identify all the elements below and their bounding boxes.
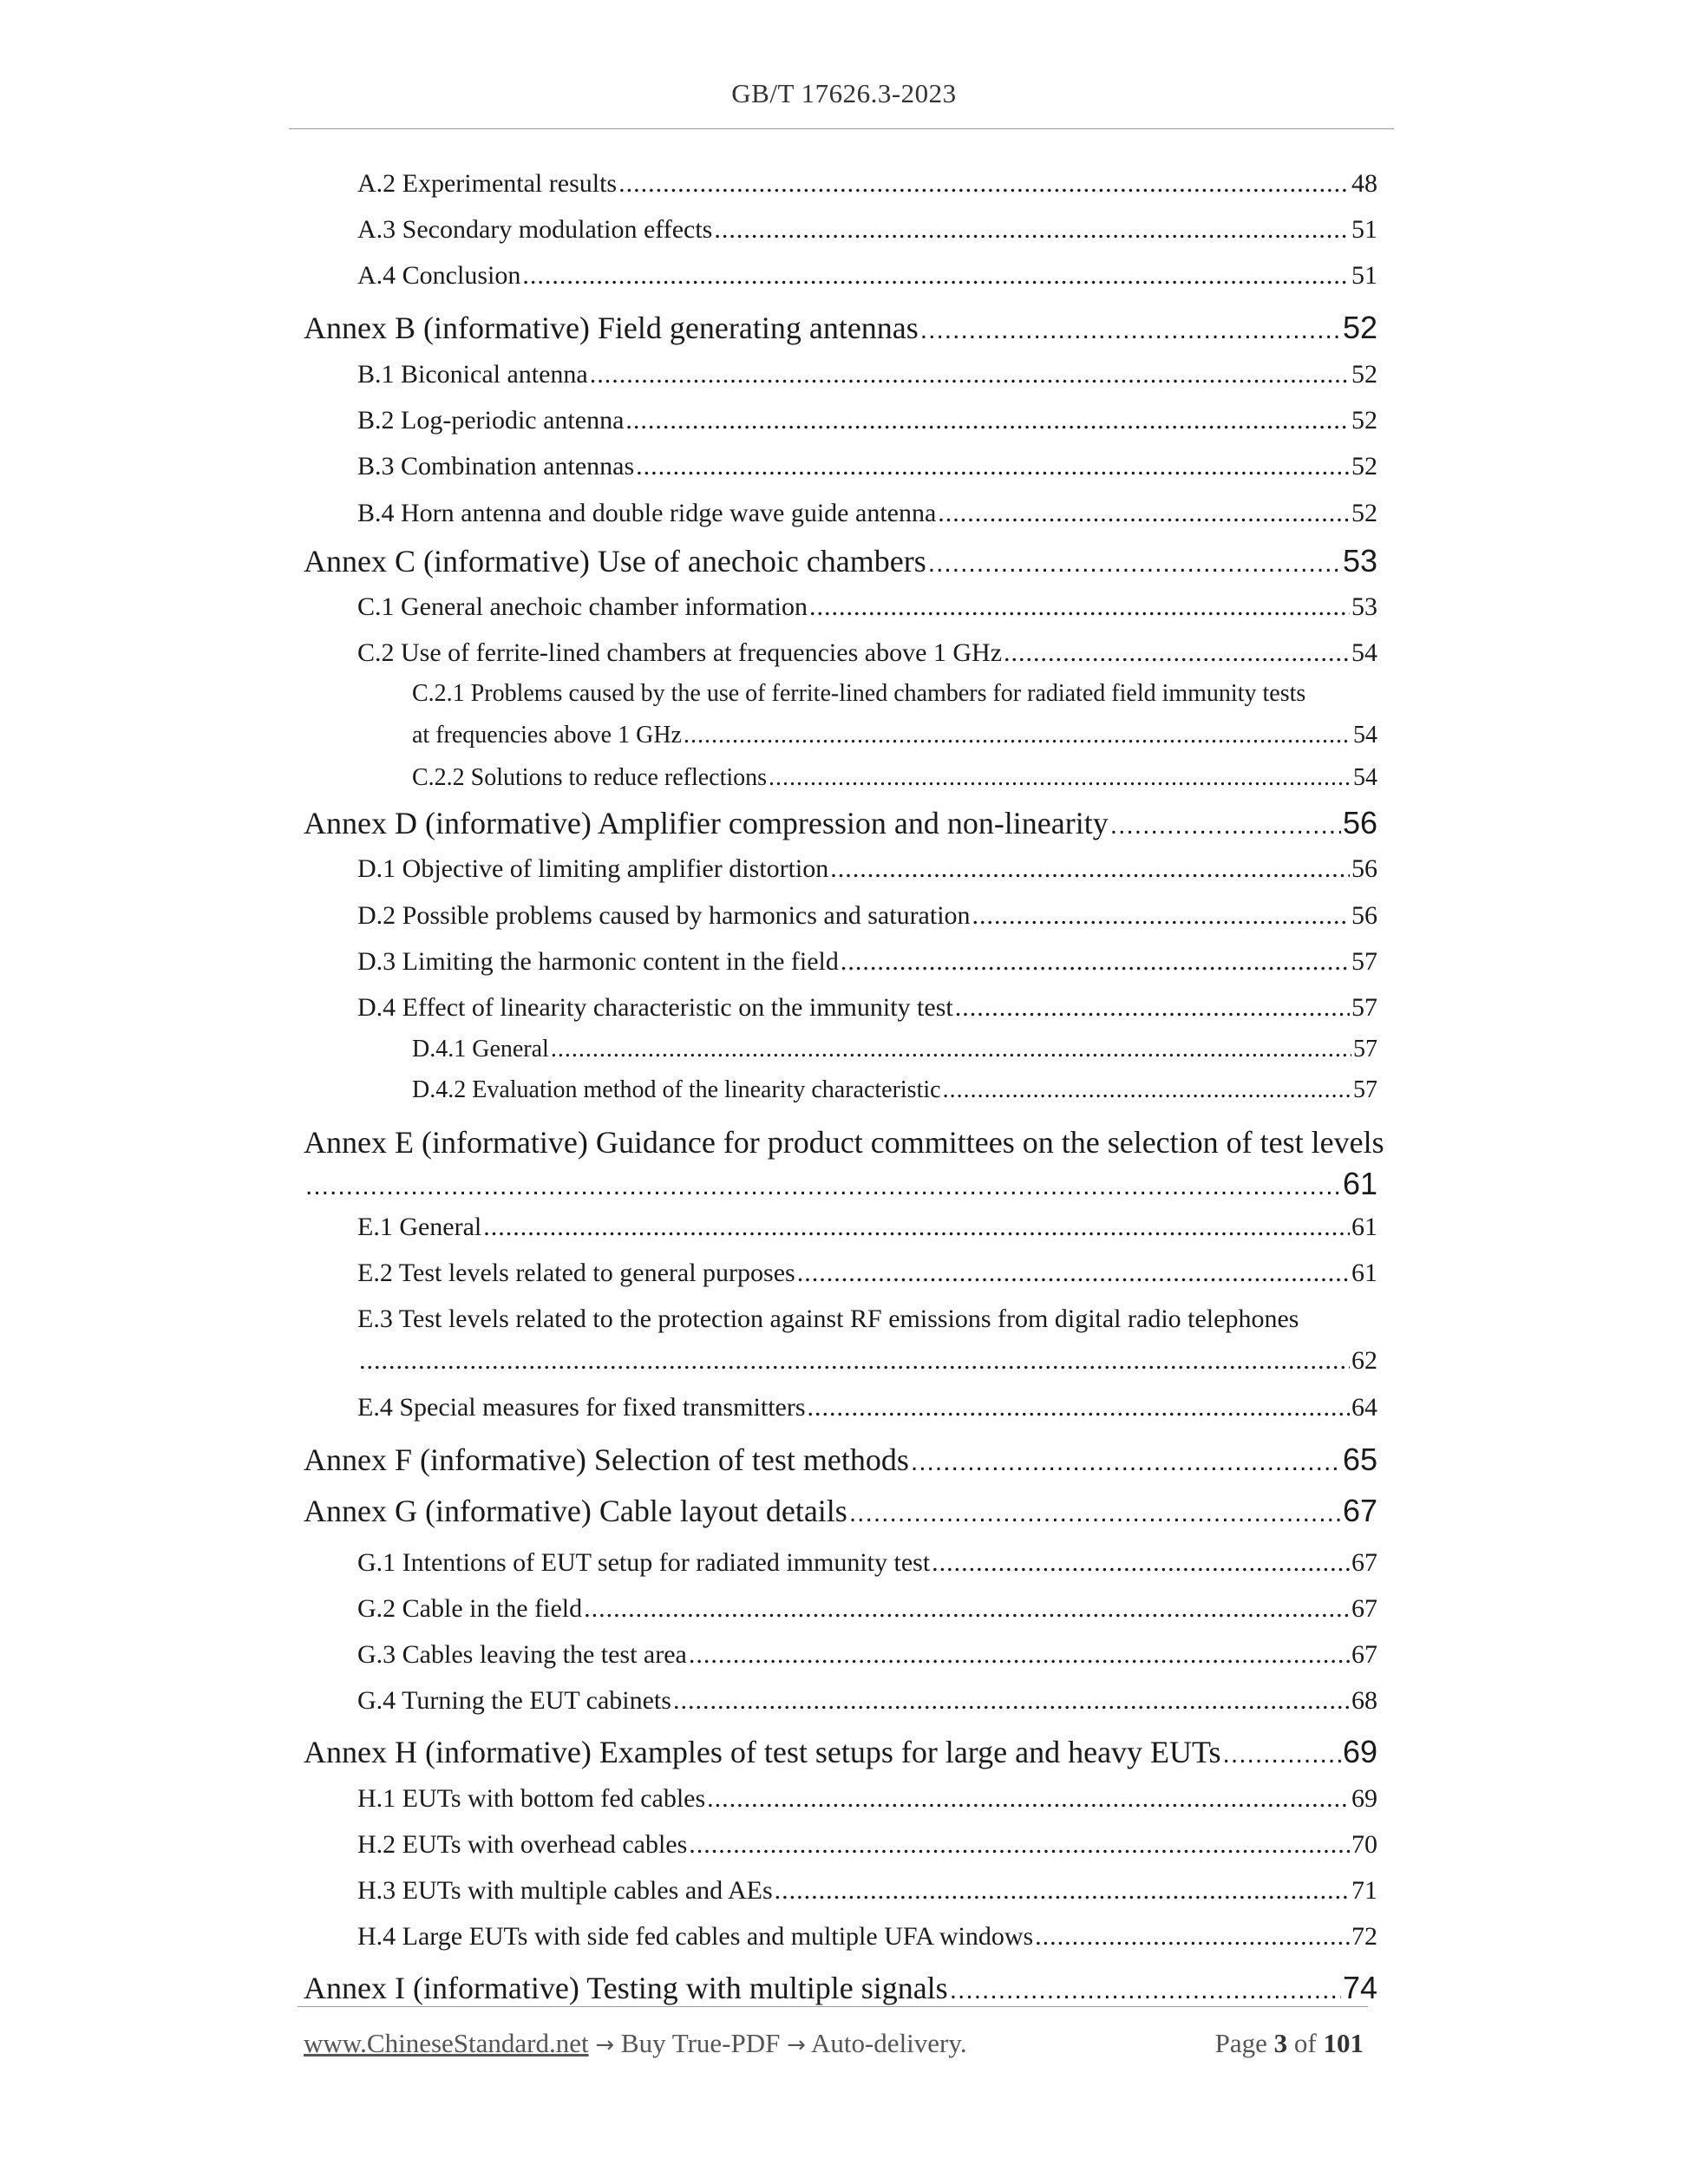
toc-page-number: 48 — [1351, 169, 1377, 198]
dot-leader — [483, 1208, 1350, 1246]
footer-left — [304, 2028, 967, 2059]
toc-page-number: 61 — [1351, 1213, 1377, 1241]
toc-entry-e-4-special-measures-for-fixed-transmitters[interactable] — [357, 1389, 1377, 1427]
toc-entry-label: D.4 Effect of linearity characteristic on the immunity test — [357, 993, 953, 1022]
dot-leader — [849, 1494, 1341, 1533]
dot-leader — [618, 165, 1350, 203]
toc-entry-d-2-possible-problems-caused-by-harmonics-and-satu[interactable] — [357, 897, 1377, 935]
toc-page-number: 54 — [1353, 722, 1377, 749]
toc-page-number: 71 — [1351, 1876, 1377, 1905]
dot-leader — [1223, 1736, 1341, 1774]
toc-entry-label: D.4.2 Evaluation method of the linearity characteristic — [412, 1076, 941, 1103]
toc-entry-label: H.3 EUTs with multiple cables and AEs — [357, 1876, 773, 1905]
dot-leader — [920, 311, 1341, 350]
toc-entry-annex-i-informative-testing-with-multiple-signals[interactable] — [304, 1969, 1377, 2007]
toc-entry-label: Annex D (informative) Amplifier compression and non-linearity — [304, 806, 1109, 840]
toc-entry-label: D.2 Possible problems caused by harmonics and saturation — [357, 901, 971, 930]
dot-leader — [1004, 634, 1350, 672]
toc-page-number: 67 — [1351, 1640, 1377, 1669]
toc-page-number: 56 — [1351, 854, 1377, 883]
of-word: of — [1293, 2028, 1317, 2058]
toc-entry-b-4-horn-antenna-and-double-ridge-wave-guide-anten[interactable] — [357, 494, 1377, 533]
dot-leader — [830, 850, 1350, 888]
toc-page-number: 67 — [1351, 1594, 1377, 1623]
dot-leader — [689, 1636, 1350, 1674]
toc-entry-label: D.4.1 General — [412, 1036, 549, 1063]
dot-leader — [707, 1780, 1350, 1818]
toc-page-number: 61 — [1342, 1166, 1377, 1201]
toc-entry-label: B.2 Log-periodic antenna — [357, 406, 625, 435]
dot-leader — [1110, 807, 1341, 845]
site-link[interactable]: www.ChineseStandard.net — [304, 2028, 589, 2058]
toc-entry-annex-c-informative-use-of-anechoic-chambers[interactable] — [304, 542, 1377, 580]
dot-leader — [590, 356, 1350, 394]
toc-entry-label: E.2 Test levels related to general purposes — [357, 1259, 795, 1287]
buy-pdf-link[interactable]: Buy True-PDF — [620, 2028, 781, 2058]
page-footer — [304, 2028, 1364, 2063]
toc-page-number: 68 — [1351, 1686, 1377, 1715]
toc-entry-label: G.1 Intentions of EUT setup for radiated immunity test — [357, 1548, 931, 1577]
toc-page-number: 64 — [1351, 1393, 1377, 1422]
toc-entry-g-4-turning-the-eut-cabinets[interactable] — [357, 1682, 1377, 1720]
toc-page-number: 56 — [1351, 901, 1377, 930]
toc-entry-label: A.3 Secondary modulation effects — [357, 215, 713, 244]
toc-entry-label: C.2.2 Solutions to reduce reflections — [412, 764, 768, 791]
dot-leader — [972, 897, 1350, 935]
toc-entry-e-2-test-levels-related-to-general-purposes[interactable] — [357, 1254, 1377, 1292]
toc-page-number: 57 — [1351, 993, 1377, 1022]
toc-entry-g-3-cables-leaving-the-test-area[interactable] — [357, 1636, 1377, 1674]
footer-rule — [298, 2006, 1368, 2007]
toc-entry-label: A.4 Conclusion — [357, 261, 521, 290]
toc-entry-heading[interactable]: E.3 Test levels related to the protection against RF emissions from digital radio telephones — [357, 1305, 1299, 1333]
toc-entry-label: B.3 Combination antennas — [357, 452, 635, 481]
toc-entry-label: H.1 EUTs with bottom fed cables — [357, 1784, 706, 1813]
toc-entry-annex-g-informative-cable-layout-details[interactable] — [304, 1492, 1377, 1530]
toc-page-number: 69 — [1342, 1734, 1377, 1769]
toc-entry-annex-e-informative-guidance-for-product-committee[interactable] — [304, 1165, 1377, 1203]
toc-entry-label: at frequencies above 1 GHz — [412, 722, 682, 749]
toc-entry-label: C.2 Use of ferrite-lined chambers at frequencies above 1 GHz — [357, 638, 1003, 667]
toc-entry-g-2-cable-in-the-field[interactable] — [357, 1590, 1377, 1628]
dot-leader — [625, 402, 1350, 440]
dot-leader — [928, 545, 1341, 583]
toc-entry-c-2-2-solutions-to-reduce-reflections[interactable] — [412, 759, 1377, 797]
toc-entry-d-4-1-general[interactable] — [412, 1030, 1377, 1069]
toc-entry-label: B.1 Biconical antenna — [357, 360, 588, 389]
dot-leader — [551, 1030, 1351, 1069]
dot-leader — [950, 1971, 1341, 2010]
toc-entry-d-1-objective-of-limiting-amplifier-distortion[interactable] — [357, 850, 1377, 888]
dot-leader — [1035, 1918, 1350, 1956]
toc-page-number: 61 — [1351, 1259, 1377, 1287]
toc-page-number: 67 — [1351, 1548, 1377, 1577]
dot-leader — [955, 989, 1350, 1027]
toc-page-number: 51 — [1351, 215, 1377, 244]
page-word: Page — [1214, 2028, 1267, 2058]
page-indicator — [1215, 2028, 1364, 2059]
toc-entry-label: H.4 Large EUTs with side fed cables and multiple UFA windows — [357, 1922, 1034, 1951]
toc-entry-g-1-intentions-of-eut-setup-for-radiated-immunity-[interactable] — [357, 1544, 1377, 1582]
toc-entry-b-2-log-periodic-antenna[interactable] — [357, 402, 1377, 440]
dot-leader — [584, 1590, 1350, 1628]
toc-entry-label: Annex H (informative) Examples of test setups for large and heavy EUTs — [304, 1735, 1221, 1769]
toc-page-number: 52 — [1351, 452, 1377, 481]
dot-leader — [522, 257, 1350, 295]
toc-entry-label: G.2 Cable in the field — [357, 1594, 583, 1623]
toc-page-number: 56 — [1342, 805, 1377, 840]
toc-page-number: 67 — [1342, 1493, 1377, 1528]
toc-entry-label: D.1 Objective of limiting amplifier distortion — [357, 854, 829, 883]
toc-entry-b-3-combination-antennas[interactable] — [357, 448, 1377, 486]
dot-leader — [769, 759, 1351, 797]
dot-leader — [673, 1682, 1350, 1720]
dot-leader — [808, 1389, 1350, 1427]
toc-page-number: 69 — [1351, 1784, 1377, 1813]
toc-entry-label: E.1 General — [357, 1213, 482, 1241]
toc-page-number: 74 — [1342, 1970, 1377, 2005]
toc-page-number: 53 — [1342, 543, 1377, 579]
toc-page-number: 52 — [1351, 406, 1377, 435]
dot-leader — [911, 1443, 1341, 1481]
toc-entry-label: C.1 General anechoic chamber information — [357, 592, 808, 621]
toc-entry-e-1-general[interactable] — [357, 1208, 1377, 1246]
toc-entry-a-2-experimental-results[interactable] — [357, 165, 1377, 203]
toc-entry-h-3-euts-with-multiple-cables-and-aes[interactable] — [357, 1872, 1377, 1910]
toc-entry-a-3-secondary-modulation-effects[interactable] — [357, 211, 1377, 249]
dot-leader — [797, 1254, 1350, 1292]
toc-page-number: 57 — [1351, 947, 1377, 976]
total-pages: 101 — [1323, 2028, 1364, 2058]
toc-entry-label: Annex I (informative) Testing with multiple signals — [304, 1971, 948, 2005]
toc-entry-c-2-use-of-ferrite-lined-chambers-at-frequencies-a[interactable] — [357, 634, 1377, 672]
toc-entry-label: B.4 Horn antenna and double ridge wave guide antenna — [357, 499, 937, 527]
toc-entry-b-1-biconical-antenna[interactable] — [357, 356, 1377, 394]
toc-page-number: 52 — [1342, 310, 1377, 345]
toc-entry-d-3-limiting-the-harmonic-content-in-the-field[interactable] — [357, 943, 1377, 981]
toc-page-number: 62 — [1351, 1346, 1377, 1375]
toc-page-number: 51 — [1351, 261, 1377, 290]
toc-entry-c-1-general-anechoic-chamber-information[interactable] — [357, 588, 1377, 626]
dot-leader — [809, 588, 1350, 626]
auto-delivery-text: Auto-delivery. — [810, 2028, 967, 2058]
running-header: GB/T 17626.3-2023 — [731, 78, 957, 108]
toc-entry-h-1-euts-with-bottom-fed-cables[interactable] — [357, 1780, 1377, 1818]
dot-leader — [714, 211, 1350, 249]
dot-leader — [359, 1342, 1350, 1380]
toc-entry-annex-f-informative-selection-of-test-methods[interactable] — [304, 1441, 1377, 1479]
dot-leader — [932, 1544, 1350, 1582]
toc-page-number: 65 — [1342, 1442, 1377, 1477]
toc-page-number: 54 — [1353, 764, 1377, 791]
dot-leader — [305, 1167, 1341, 1206]
toc-entry-label: E.4 Special measures for fixed transmitters — [357, 1393, 806, 1422]
dot-leader — [943, 1071, 1351, 1109]
toc-entry-label: G.3 Cables leaving the test area — [357, 1640, 687, 1669]
toc-entry-h-2-euts-with-overhead-cables[interactable] — [357, 1826, 1377, 1864]
arrow-right-icon: → — [787, 2032, 806, 2058]
toc-entry-label: A.2 Experimental results — [357, 169, 618, 198]
toc-entry-annex-h-informative-examples-of-test-setups-for-la[interactable] — [304, 1733, 1377, 1771]
toc-page-number: 72 — [1351, 1922, 1377, 1951]
toc-entry-a-4-conclusion[interactable] — [357, 257, 1377, 295]
toc-entry-heading[interactable]: Annex E (informative) Guidance for product committees on the selection of test levels — [304, 1125, 1384, 1160]
toc-entry-at-frequencies-above-1-ghz[interactable] — [412, 716, 1377, 755]
toc-entry-label: G.4 Turning the EUT cabinets — [357, 1686, 671, 1715]
dot-leader — [689, 1826, 1350, 1864]
toc-entry-label: D.3 Limiting the harmonic content in the field — [357, 947, 839, 976]
toc-page-number: 52 — [1351, 499, 1377, 527]
toc-entry-annex-d-informative-amplifier-compression-and-non-[interactable] — [304, 804, 1377, 842]
dot-leader — [841, 943, 1350, 981]
toc-entry-annex-b-informative-field-generating-antennas[interactable] — [304, 309, 1377, 347]
page-number: 3 — [1273, 2028, 1288, 2058]
dot-leader — [938, 494, 1350, 533]
toc-page-number: 54 — [1351, 638, 1377, 667]
toc-entry-label: H.2 EUTs with overhead cables — [357, 1830, 688, 1859]
toc-page-number: 57 — [1353, 1076, 1377, 1103]
toc-entry-label: Annex F (informative) Selection of test methods — [304, 1442, 909, 1477]
arrow-right-icon: → — [595, 2032, 615, 2058]
toc-entry-label: Annex G (informative) Cable layout details — [304, 1494, 847, 1528]
toc-page-number: 57 — [1353, 1036, 1377, 1063]
dot-leader — [775, 1872, 1350, 1910]
toc-entry-e-3-test-levels-related-to-the-protection-against-[interactable] — [357, 1342, 1377, 1380]
toc-page-number: 70 — [1351, 1830, 1377, 1859]
toc-entry-d-4-effect-of-linearity-characteristic-on-the-immu[interactable] — [357, 989, 1377, 1027]
toc-page-number: 53 — [1351, 592, 1377, 621]
toc-entry-label: Annex B (informative) Field generating antennas — [304, 311, 919, 345]
dot-leader — [684, 716, 1351, 755]
toc-entry-label: Annex C (informative) Use of anechoic chambers — [304, 544, 926, 579]
dot-leader — [636, 448, 1350, 486]
toc-entry-h-4-large-euts-with-side-fed-cables-and-multiple-u[interactable] — [357, 1918, 1377, 1956]
toc-page-number: 52 — [1351, 360, 1377, 389]
toc-entry-d-4-2-evaluation-method-of-the-linearity-character[interactable] — [412, 1071, 1377, 1109]
toc-entry-heading[interactable]: C.2.1 Problems caused by the use of ferrite-lined chambers for radiated field immunity tests — [412, 680, 1306, 707]
